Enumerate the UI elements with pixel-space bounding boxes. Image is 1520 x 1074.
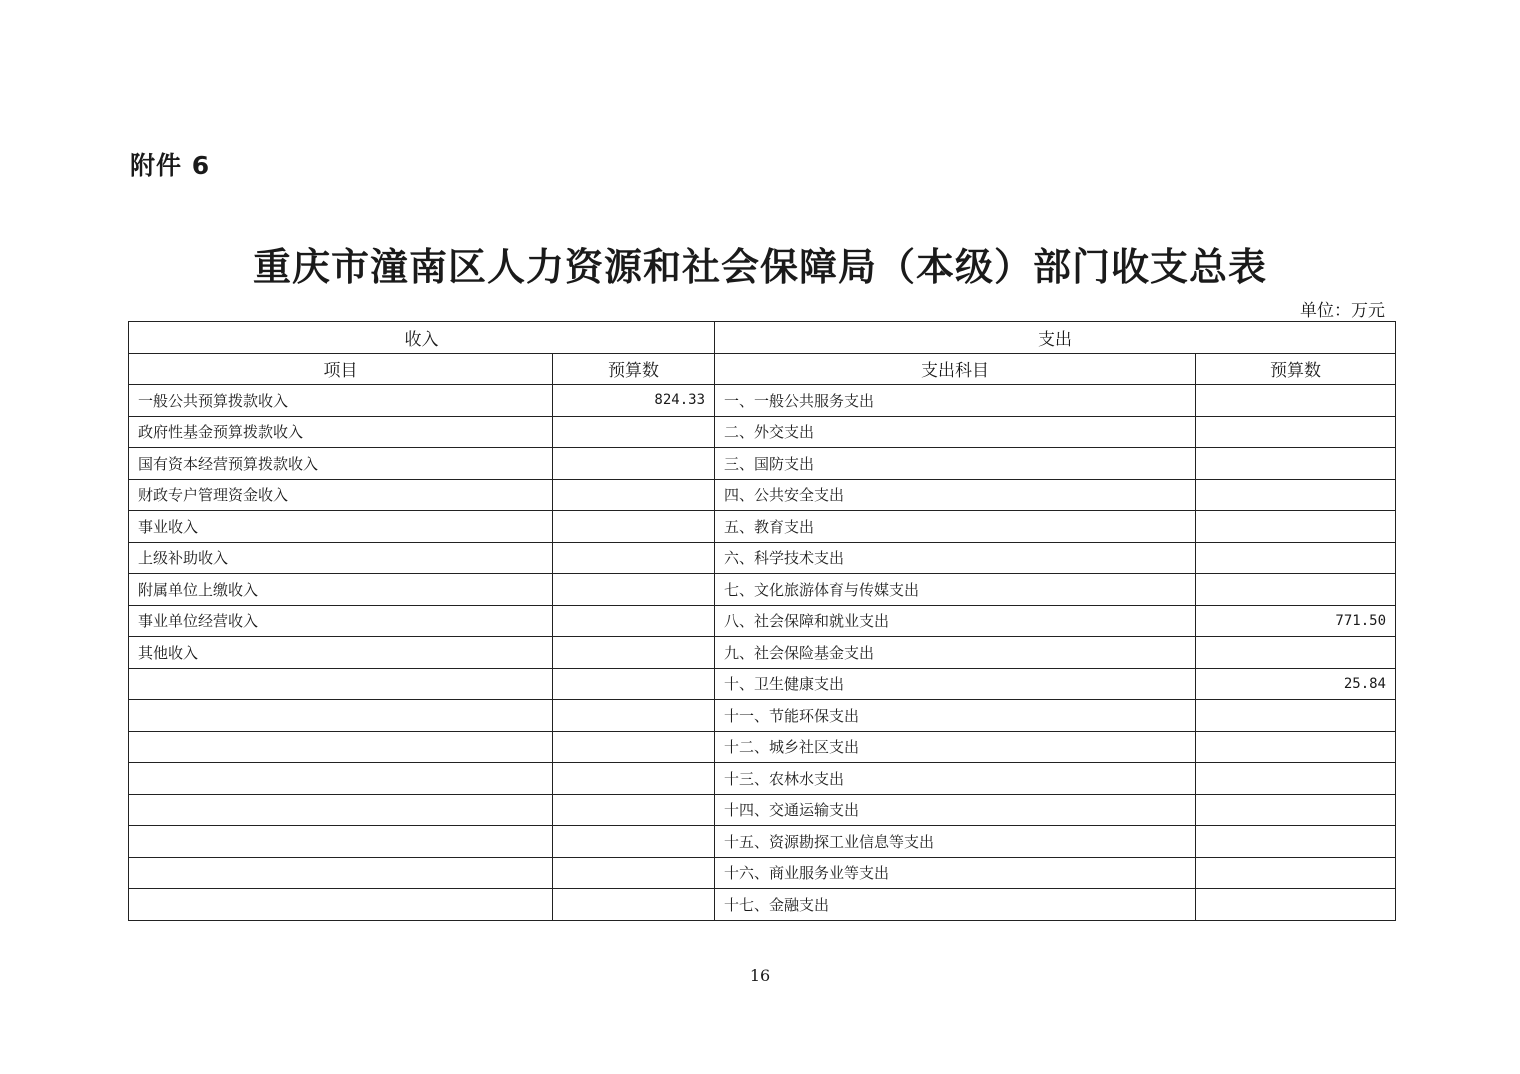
income-item-header: 项目 [129,353,553,385]
income-amount-cell [553,511,715,543]
unit-label: 单位：万元 [1300,301,1385,321]
income-amount-cell [553,763,715,795]
expense-amount-cell [1196,448,1396,480]
income-amount-cell [553,448,715,480]
expense-amount-cell [1196,637,1396,669]
income-item-cell [129,731,553,763]
income-amount-cell [553,826,715,858]
income-amount-cell [553,574,715,606]
expense-item-cell: 十四、交通运输支出 [715,794,1196,826]
expense-item-header: 支出科目 [715,353,1196,385]
expense-amount-cell [1196,479,1396,511]
expense-item-cell: 八、社会保障和就业支出 [715,605,1196,637]
attachment-label: 附件 6 [130,151,211,180]
income-item-cell [129,889,553,921]
expense-item-cell: 十二、城乡社区支出 [715,731,1196,763]
table-row [129,889,1396,921]
expense-amount-cell [1196,857,1396,889]
income-amount-cell [553,731,715,763]
income-amount-cell [553,416,715,448]
expense-item-cell: 三、国防支出 [715,448,1196,480]
table-row [129,637,1396,669]
expense-amount-cell [1196,542,1396,574]
income-item-cell: 其他收入 [129,637,553,669]
expense-item-cell: 十七、金融支出 [715,889,1196,921]
income-item-cell [129,826,553,858]
income-item-cell: 附属单位上缴收入 [129,574,553,606]
expense-amount-cell [1196,826,1396,858]
expense-amount-cell: 771.50 [1196,605,1396,637]
income-item-cell [129,668,553,700]
income-item-cell: 事业收入 [129,511,553,543]
expense-item-cell: 一、一般公共服务支出 [715,385,1196,417]
table-row [129,668,1396,700]
expense-item-cell: 十五、资源勘探工业信息等支出 [715,826,1196,858]
expense-item-cell: 九、社会保险基金支出 [715,637,1196,669]
table-row [129,731,1396,763]
expense-amount-cell [1196,385,1396,417]
table-body [129,385,1396,921]
table-row [129,479,1396,511]
table-row [129,763,1396,795]
income-amount-header: 预算数 [553,353,715,385]
expense-item-cell: 二、外交支出 [715,416,1196,448]
income-amount-cell [553,605,715,637]
expense-amount-cell [1196,574,1396,606]
table-row [129,826,1396,858]
income-amount-cell [553,479,715,511]
expense-amount-cell [1196,889,1396,921]
expense-amount-cell [1196,511,1396,543]
income-amount-cell [553,889,715,921]
income-group-header: 收入 [129,322,715,354]
table-row [129,700,1396,732]
income-amount-cell: 824.33 [553,385,715,417]
table-row [129,574,1396,606]
table-row [129,416,1396,448]
income-amount-cell [553,794,715,826]
column-header-row [129,353,1396,385]
income-amount-cell [553,637,715,669]
expense-amount-cell: 25.84 [1196,668,1396,700]
income-item-cell [129,700,553,732]
budget-summary-table [128,321,1396,921]
income-item-cell [129,794,553,826]
income-amount-cell [553,668,715,700]
expense-item-cell: 七、文化旅游体育与传媒支出 [715,574,1196,606]
expense-group-header: 支出 [715,322,1396,354]
expense-amount-cell [1196,763,1396,795]
expense-item-cell: 十六、商业服务业等支出 [715,857,1196,889]
expense-item-cell: 十一、节能环保支出 [715,700,1196,732]
expense-amount-header: 预算数 [1196,353,1396,385]
group-header-row [129,322,1396,354]
income-item-cell: 政府性基金预算拨款收入 [129,416,553,448]
expense-amount-cell [1196,416,1396,448]
table-row [129,857,1396,889]
table-row [129,794,1396,826]
income-amount-cell [553,857,715,889]
income-amount-cell [553,542,715,574]
expense-item-cell: 四、公共安全支出 [715,479,1196,511]
income-item-cell: 财政专户管理资金收入 [129,479,553,511]
page-number: 16 [749,966,771,985]
expense-item-cell: 六、科学技术支出 [715,542,1196,574]
table-row [129,542,1396,574]
table-row [129,385,1396,417]
expense-amount-cell [1196,731,1396,763]
expense-amount-cell [1196,700,1396,732]
income-item-cell [129,763,553,795]
income-item-cell [129,857,553,889]
table-row [129,511,1396,543]
expense-item-cell: 十、卫生健康支出 [715,668,1196,700]
expense-item-cell: 五、教育支出 [715,511,1196,543]
expense-amount-cell [1196,794,1396,826]
expense-item-cell: 十三、农林水支出 [715,763,1196,795]
income-item-cell: 上级补助收入 [129,542,553,574]
document-title: 重庆市潼南区人力资源和社会保障局（本级）部门收支总表 [252,244,1267,289]
income-amount-cell [553,700,715,732]
income-item-cell: 国有资本经营预算拨款收入 [129,448,553,480]
income-item-cell: 一般公共预算拨款收入 [129,385,553,417]
income-item-cell: 事业单位经营收入 [129,605,553,637]
table-row [129,448,1396,480]
table-row [129,605,1396,637]
